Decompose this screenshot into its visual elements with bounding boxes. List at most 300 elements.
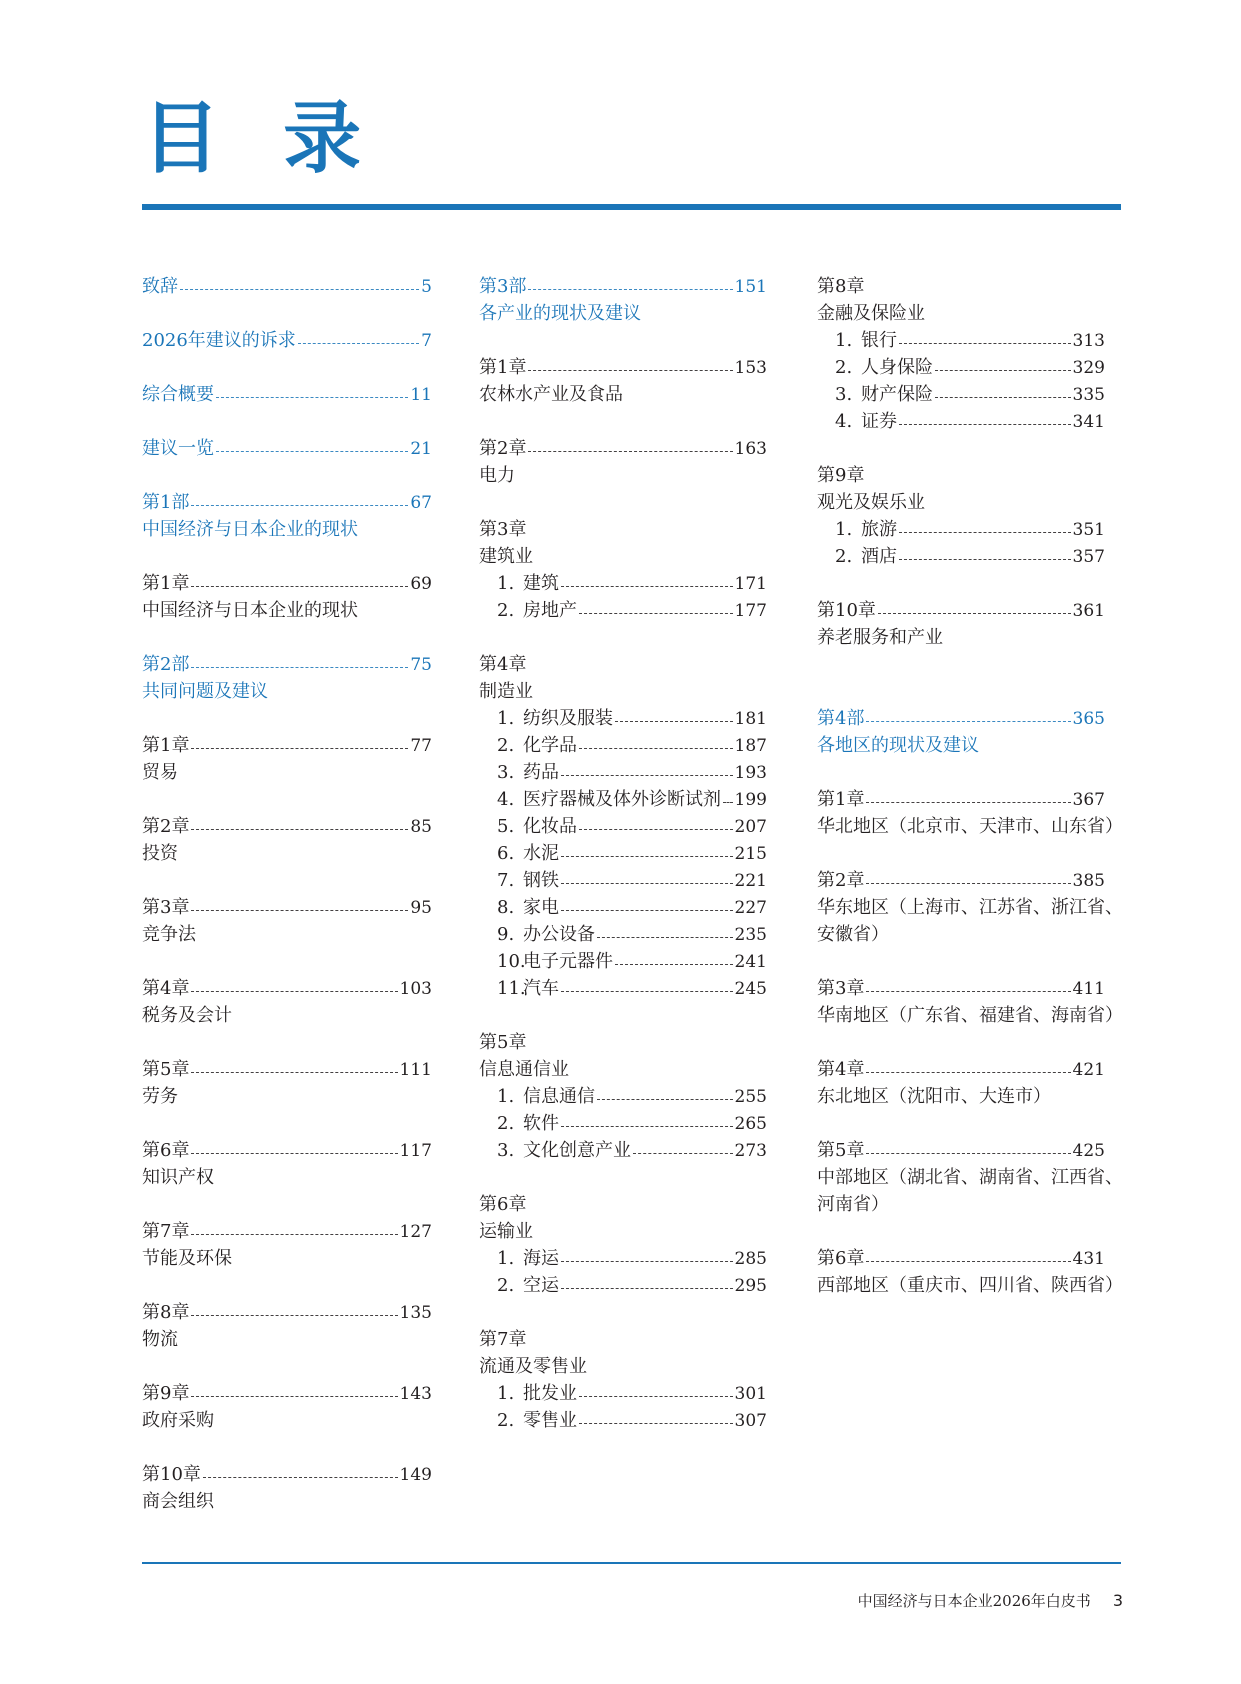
toc-entry-page: 313 [1072, 331, 1105, 351]
toc-entry-page: 255 [734, 1087, 767, 1107]
toc-entry-page: 149 [399, 1465, 432, 1485]
toc-heading-label: 金融及保险业 [817, 303, 925, 324]
toc-entry-page: 227 [734, 898, 767, 918]
toc-leader-dots [191, 1395, 397, 1397]
toc-heading-label: 华北地区（北京市、天津市、山东省） [817, 816, 1123, 837]
footer-book-title: 中国经济与日本企业2026年白皮书 [857, 1592, 1091, 1610]
toc-heading-label: 河南省） [817, 1194, 889, 1215]
toc-entry-page: 361 [1072, 601, 1105, 621]
toc-entry-page: 385 [1072, 871, 1105, 891]
toc-spacer [142, 462, 432, 489]
toc-entry-page: 351 [1072, 520, 1105, 540]
toc-entry-index: 2. [835, 546, 853, 567]
toc-entry-label: 综合概要 [142, 384, 214, 405]
toc-leader-dots [866, 720, 1070, 722]
toc-heading-label: 第6章 [479, 1194, 527, 1215]
toc-entry-page: 11 [410, 385, 432, 405]
toc-heading-text [817, 921, 1105, 948]
toc-leader-dots [191, 747, 408, 749]
toc-entry[interactable] [479, 786, 767, 813]
toc-entry[interactable] [142, 570, 432, 597]
toc-entry[interactable] [817, 1137, 1105, 1164]
toc-entry-page: 425 [1072, 1141, 1105, 1161]
toc-leader-dots [528, 369, 732, 371]
toc-entry[interactable] [479, 948, 767, 975]
toc-heading-label: 建筑业 [479, 546, 533, 567]
toc-leader-dots [579, 1422, 733, 1424]
toc-entry-page: 199 [734, 790, 767, 810]
toc-entry[interactable] [142, 1461, 432, 1488]
toc-entry[interactable] [142, 732, 432, 759]
toc-entry-index: 2. [497, 600, 515, 621]
toc-entry-page: 135 [399, 1303, 432, 1323]
toc-entry[interactable] [817, 867, 1105, 894]
toc-entry[interactable] [479, 435, 767, 462]
toc-entry[interactable] [142, 435, 432, 462]
toc-entry[interactable] [142, 1380, 432, 1407]
toc-spacer [142, 354, 432, 381]
toc-entry-label: 批发业 [523, 1383, 577, 1404]
toc-entry-page: 307 [734, 1411, 767, 1431]
toc-leader-dots [561, 990, 733, 992]
toc-heading-label: 物流 [142, 1329, 178, 1350]
toc-entry-page: 365 [1072, 709, 1105, 729]
toc-entry-label: 文化创意产业 [523, 1140, 631, 1161]
toc-leader-dots [935, 396, 1071, 398]
toc-spacer [142, 786, 432, 813]
toc-entry-page: 103 [399, 979, 432, 999]
toc-entry-index: 3. [497, 1140, 515, 1161]
toc-leader-dots [866, 882, 1070, 884]
toc-heading-label: 共同问题及建议 [142, 681, 268, 702]
toc-heading-text [817, 1083, 1105, 1110]
toc-entry[interactable] [479, 1137, 767, 1164]
toc-heading-text [479, 543, 767, 570]
toc-entry-page: 67 [410, 493, 432, 513]
toc-entry-label: 第8章 [142, 1302, 190, 1323]
toc-entry-label: 第3章 [817, 978, 865, 999]
toc-entry[interactable] [817, 705, 1105, 732]
toc-entry-label: 第10章 [142, 1464, 201, 1485]
toc-entry-label: 信息通信 [523, 1086, 595, 1107]
toc-entry-label: 2026年建议的诉求 [142, 330, 296, 351]
footer-page-number: 3 [1112, 1591, 1123, 1610]
toc-spacer [817, 948, 1105, 975]
toc-entry-label: 化学品 [523, 735, 577, 756]
toc-entry[interactable] [479, 840, 767, 867]
toc-entry[interactable] [479, 975, 767, 1002]
toc-leader-dots [191, 585, 408, 587]
toc-entry[interactable] [817, 975, 1105, 1002]
toc-entry-label: 第1章 [817, 789, 865, 810]
toc-heading-label: 农林水产业及食品 [479, 384, 623, 405]
toc-spacer [817, 1110, 1105, 1137]
toc-heading-text [142, 597, 432, 624]
toc-entry-index: 1. [497, 708, 515, 729]
toc-heading-text [479, 1218, 767, 1245]
toc-entry-label: 第1部 [142, 492, 190, 513]
toc-entry-page: 95 [410, 898, 432, 918]
toc-entry-page: 245 [734, 979, 767, 999]
toc-entry-page: 85 [410, 817, 432, 837]
toc-entry[interactable] [142, 975, 432, 1002]
toc-entry-page: 357 [1072, 547, 1105, 567]
toc-heading-text [142, 840, 432, 867]
toc-heading-label: 贸易 [142, 762, 178, 783]
toc-heading-text [817, 489, 1105, 516]
toc-leader-dots [597, 1098, 733, 1100]
toc-entry-label: 旅游 [861, 519, 897, 540]
toc-entry-index: 8. [497, 897, 515, 918]
toc-entry[interactable] [142, 327, 432, 354]
toc-entry-label: 第9章 [142, 1383, 190, 1404]
toc-spacer [479, 408, 767, 435]
toc-entry-page: 193 [734, 763, 767, 783]
toc-heading-text [479, 651, 767, 678]
toc-entry[interactable] [142, 1056, 432, 1083]
toc-leader-dots [633, 1152, 733, 1154]
toc-entry-index: 3. [835, 384, 853, 405]
toc-heading-text [142, 1164, 432, 1191]
toc-heading-text [817, 732, 1105, 759]
toc-heading-label: 政府采购 [142, 1410, 214, 1431]
toc-heading-label: 信息通信业 [479, 1059, 569, 1080]
toc-heading-label: 安徽省） [817, 924, 889, 945]
toc-entry[interactable] [142, 381, 432, 408]
toc-entry[interactable] [479, 1110, 767, 1137]
toc-entry-page: 221 [734, 871, 767, 891]
toc-leader-dots [191, 909, 408, 911]
toc-leader-dots [216, 450, 408, 452]
toc-entry-label: 证券 [861, 411, 897, 432]
toc-entry[interactable] [817, 516, 1105, 543]
toc-entry[interactable] [479, 705, 767, 732]
toc-spacer [142, 408, 432, 435]
toc-entry-index: 2. [497, 735, 515, 756]
toc-entry-page: 163 [734, 439, 767, 459]
toc-entry-page: 207 [734, 817, 767, 837]
toc-entry-index: 6. [497, 843, 515, 864]
toc-entry-index: 9. [497, 924, 515, 945]
toc-leader-dots [561, 1287, 733, 1289]
toc-leader-dots [561, 1125, 733, 1127]
toc-heading-text [817, 300, 1105, 327]
toc-heading-label: 华东地区（上海市、江苏省、浙江省、 [817, 897, 1123, 918]
toc-leader-dots [579, 747, 733, 749]
toc-entry-page: 75 [410, 655, 432, 675]
toc-heading-text [479, 462, 767, 489]
toc-spacer [817, 759, 1105, 786]
page-footer [858, 1590, 1123, 1611]
toc-leader-dots [528, 288, 732, 290]
toc-entry[interactable] [479, 759, 767, 786]
toc-entry-label: 化妆品 [523, 816, 577, 837]
toc-entry-page: 431 [1072, 1249, 1105, 1269]
toc-leader-dots [878, 612, 1071, 614]
toc-spacer [479, 489, 767, 516]
toc-leader-dots [866, 1071, 1070, 1073]
toc-spacer [817, 1218, 1105, 1245]
toc-leader-dots [579, 612, 733, 614]
toc-leader-dots [899, 531, 1071, 533]
toc-heading-label: 第8章 [817, 276, 865, 297]
toc-leader-dots [191, 828, 408, 830]
toc-entry[interactable] [479, 921, 767, 948]
toc-entry[interactable] [817, 327, 1105, 354]
toc-heading-text [142, 1326, 432, 1353]
toc-heading-text [479, 381, 767, 408]
toc-entry-index: 1. [835, 330, 853, 351]
toc-entry-index: 1. [497, 1248, 515, 1269]
toc-entry-page: 153 [734, 358, 767, 378]
toc-entry[interactable] [817, 597, 1105, 624]
toc-heading-text [817, 1002, 1123, 1029]
toc-heading-label: 劳务 [142, 1086, 178, 1107]
toc-entry-index: 5. [497, 816, 515, 837]
toc-leader-dots [191, 1071, 397, 1073]
toc-leader-dots [866, 990, 1070, 992]
toc-entry[interactable] [142, 1137, 432, 1164]
toc-heading-label: 中部地区（湖北省、湖南省、江西省、 [817, 1167, 1123, 1188]
toc-entry-label: 第6章 [142, 1140, 190, 1161]
toc-heading-text [817, 1272, 1123, 1299]
toc-entry-label: 致辞 [142, 276, 178, 297]
toc-heading-label: 第3章 [479, 519, 527, 540]
toc-entry-page: 171 [734, 574, 767, 594]
toc-leader-dots [528, 450, 732, 452]
toc-heading-text [479, 1353, 767, 1380]
toc-entry-index: 2. [497, 1113, 515, 1134]
toc-entry-label: 第7章 [142, 1221, 190, 1242]
title-rule [142, 204, 1121, 210]
toc-heading-label: 节能及环保 [142, 1248, 232, 1269]
toc-entry[interactable] [479, 1380, 767, 1407]
toc-entry-index: 2. [497, 1410, 515, 1431]
toc-spacer [817, 570, 1105, 597]
toc-spacer [817, 435, 1105, 462]
toc-spacer [817, 840, 1105, 867]
toc-entry-label: 软件 [523, 1113, 559, 1134]
toc-leader-dots [561, 882, 733, 884]
toc-entry-page: 285 [734, 1249, 767, 1269]
toc-heading-label: 知识产权 [142, 1167, 214, 1188]
toc-leader-dots [579, 828, 733, 830]
toc-leader-dots [561, 1260, 733, 1262]
toc-entry-page: 329 [1072, 358, 1105, 378]
toc-entry[interactable] [817, 381, 1105, 408]
toc-heading-label: 养老服务和产业 [817, 627, 943, 648]
toc-entry[interactable] [817, 786, 1105, 813]
toc-spacer [142, 1191, 432, 1218]
toc-entry-page: 21 [410, 439, 432, 459]
toc-entry-label: 房地产 [523, 600, 577, 621]
toc-heading-text [142, 678, 432, 705]
toc-entry-page: 143 [399, 1384, 432, 1404]
toc-column-3 [817, 273, 1123, 1299]
toc-entry-page: 181 [734, 709, 767, 729]
toc-entry[interactable] [142, 1299, 432, 1326]
toc-entry-label: 第4部 [817, 708, 865, 729]
toc-heading-text [479, 516, 767, 543]
toc-heading-label: 中国经济与日本企业的现状 [142, 519, 358, 540]
toc-spacer [142, 705, 432, 732]
toc-entry-label: 电子元器件 [523, 951, 613, 972]
toc-heading-label: 西部地区（重庆市、四川省、陕西省） [817, 1275, 1123, 1296]
toc-leader-dots [561, 774, 733, 776]
toc-entry[interactable] [479, 354, 767, 381]
toc-entry[interactable] [142, 894, 432, 921]
toc-heading-text [142, 516, 432, 543]
toc-entry-label: 汽车 [523, 978, 559, 999]
toc-leader-dots [935, 369, 1071, 371]
toc-entry-index: 1. [497, 1383, 515, 1404]
toc-entry-page: 367 [1072, 790, 1105, 810]
toc-leader-dots [866, 1260, 1070, 1262]
toc-entry-label: 第5章 [142, 1059, 190, 1080]
toc-heading-text [142, 1245, 432, 1272]
toc-heading-text [817, 894, 1123, 921]
toc-entry-index: 11. [497, 978, 526, 999]
toc-entry[interactable] [142, 813, 432, 840]
toc-entry-label: 水泥 [523, 843, 559, 864]
toc-entry[interactable] [817, 543, 1105, 570]
toc-heading-text [479, 1056, 767, 1083]
toc-entry[interactable] [817, 354, 1105, 381]
toc-heading-text [479, 1326, 767, 1353]
toc-heading-label: 流通及零售业 [479, 1356, 587, 1377]
toc-entry-label: 第1章 [142, 735, 190, 756]
toc-heading-label: 制造业 [479, 681, 533, 702]
toc-entry-page: 235 [734, 925, 767, 945]
toc-heading-label: 竞争法 [142, 924, 196, 945]
toc-entry-label: 家电 [523, 897, 559, 918]
toc-heading-text [142, 1002, 432, 1029]
toc-heading-text [817, 1164, 1123, 1191]
toc-leader-dots [579, 1395, 733, 1397]
toc-entry[interactable] [479, 813, 767, 840]
toc-spacer [142, 624, 432, 651]
toc-entry[interactable] [817, 408, 1105, 435]
toc-spacer [142, 1272, 432, 1299]
toc-entry-label: 第4章 [817, 1059, 865, 1080]
toc-heading-label: 各产业的现状及建议 [479, 303, 641, 324]
toc-heading-text [142, 1488, 432, 1515]
toc-heading-label: 运输业 [479, 1221, 533, 1242]
toc-leader-dots [191, 666, 408, 668]
toc-leader-dots [191, 990, 397, 992]
toc-entry-label: 海运 [523, 1248, 559, 1269]
toc-spacer [817, 1029, 1105, 1056]
toc-entry-label: 钢铁 [523, 870, 559, 891]
toc-entry-index: 4. [497, 789, 515, 810]
toc-entry-page: 117 [399, 1141, 432, 1161]
toc-entry-label: 零售业 [523, 1410, 577, 1431]
toc-heading-text [479, 300, 767, 327]
toc-spacer [142, 1110, 432, 1137]
toc-entry-label: 第1章 [142, 573, 190, 594]
toc-entry-label: 医疗器械及体外诊断试剂 [523, 789, 721, 810]
toc-leader-dots [866, 1152, 1070, 1154]
toc-leader-dots [899, 342, 1071, 344]
toc-entry-index: 10. [497, 951, 526, 972]
toc-spacer [479, 1299, 767, 1326]
toc-entry[interactable] [142, 651, 432, 678]
toc-entry-index: 2. [497, 1275, 515, 1296]
toc-leader-dots [191, 1152, 397, 1154]
toc-entry-index: 1. [835, 519, 853, 540]
toc-entry[interactable] [142, 489, 432, 516]
toc-entry-page: 335 [1072, 385, 1105, 405]
toc-entry-label: 建议一览 [142, 438, 214, 459]
toc-spacer [817, 678, 1105, 705]
toc-entry[interactable] [479, 570, 767, 597]
toc-leader-dots [561, 585, 733, 587]
toc-entry-label: 人身保险 [861, 357, 933, 378]
toc-entry[interactable] [479, 273, 767, 300]
toc-entry-label: 建筑 [523, 573, 559, 594]
toc-entry-page: 151 [734, 277, 767, 297]
toc-spacer [142, 867, 432, 894]
toc-spacer [479, 624, 767, 651]
toc-leader-dots [866, 801, 1070, 803]
toc-leader-dots [191, 1233, 397, 1235]
toc-leader-dots [723, 801, 733, 803]
toc-entry[interactable] [479, 1245, 767, 1272]
toc-spacer [479, 1002, 767, 1029]
toc-heading-text [817, 273, 1105, 300]
toc-entry[interactable] [142, 273, 432, 300]
toc-entry-label: 第2章 [817, 870, 865, 891]
toc-spacer [817, 651, 1105, 678]
toc-leader-dots [191, 504, 408, 506]
toc-spacer [142, 1029, 432, 1056]
toc-entry-page: 301 [734, 1384, 767, 1404]
toc-column-2 [479, 273, 767, 1434]
toc-entry[interactable] [479, 1407, 767, 1434]
toc-entry[interactable] [479, 1272, 767, 1299]
toc-entry[interactable] [479, 1083, 767, 1110]
toc-entry-page: 69 [410, 574, 432, 594]
toc-entry[interactable] [479, 597, 767, 624]
toc-heading-label: 各地区的现状及建议 [817, 735, 979, 756]
toc-entry-label: 第5章 [817, 1140, 865, 1161]
toc-entry-page: 341 [1072, 412, 1105, 432]
toc-heading-label: 电力 [479, 465, 515, 486]
toc-entry-label: 银行 [861, 330, 897, 351]
toc-entry[interactable] [479, 894, 767, 921]
toc-heading-label: 中国经济与日本企业的现状 [142, 600, 358, 621]
toc-entry[interactable] [479, 867, 767, 894]
toc-heading-text [142, 759, 432, 786]
toc-entry-label: 办公设备 [523, 924, 595, 945]
toc-entry-index: 2. [835, 357, 853, 378]
toc-heading-text [479, 1029, 767, 1056]
toc-heading-label: 观光及娱乐业 [817, 492, 925, 513]
toc-entry-page: 111 [399, 1060, 432, 1080]
toc-entry-label: 第6章 [817, 1248, 865, 1269]
toc-entry-label: 第1章 [479, 357, 527, 378]
toc-entry[interactable] [479, 732, 767, 759]
toc-entry[interactable] [817, 1245, 1105, 1272]
toc-heading-label: 第9章 [817, 465, 865, 486]
toc-heading-label: 第4章 [479, 654, 527, 675]
toc-entry[interactable] [817, 1056, 1105, 1083]
toc-entry[interactable] [142, 1218, 432, 1245]
toc-entry-label: 第2部 [142, 654, 190, 675]
toc-entry-label: 酒店 [861, 546, 897, 567]
toc-entry-label: 空运 [523, 1275, 559, 1296]
toc-heading-text [142, 1407, 432, 1434]
